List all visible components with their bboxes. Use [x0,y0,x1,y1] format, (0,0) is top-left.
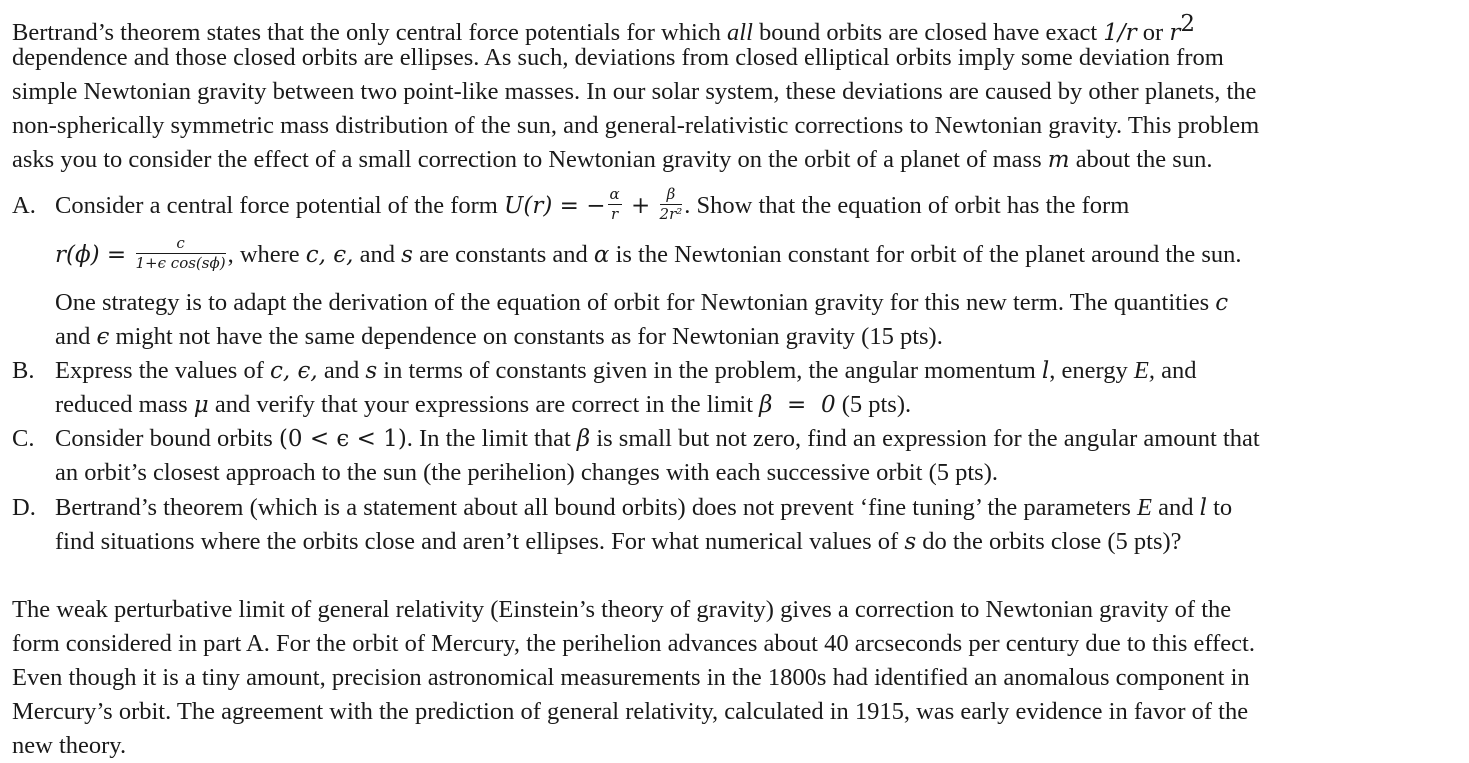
math-mass: m [1047,147,1070,173]
math-epsilon-range: (0 < ϵ < 1) [278,426,407,452]
math-energy: E [1137,494,1152,521]
part-a-line-2 [55,233,1242,272]
math-s: s [401,242,413,268]
frac-numerator: α [609,184,620,203]
part-d-text: and [1151,494,1200,521]
part-c-text: . In the limit that [406,425,577,452]
part-d-label: D. [12,494,36,521]
frac-denominator: 1+ϵ cos(sϕ) [135,253,226,272]
math-angular-momentum: l [1199,495,1207,521]
math-inverse-r: 1/r [1103,20,1137,47]
intro-line-2 [12,41,1224,75]
math-orbit-equation: r(ϕ) = [55,242,134,268]
math-beta-zero: β = 0 [759,392,836,418]
math-r: r [1169,20,1181,47]
intro-text: simple Newtonian gravity between two point-like masses. In our solar system, these deviations are caused by other planets, the [12,78,1257,105]
part-a-text: Consider a central force potential of the form [55,192,504,219]
math-alpha: α [593,242,610,268]
math-epsilon: ϵ [96,324,110,350]
intro-line-4 [12,109,1259,143]
part-b-label: B. [12,357,35,384]
emphasis-all: all [727,19,753,47]
closing-text: form considered in part A. For the orbit of Mercury, the perihelion advances about 40 arcseconds per century due to this effect. [12,630,1255,657]
intro-text: Bertrand’s theorem states that the only central force potentials for which [12,19,728,47]
closing-line-4 [12,695,1248,729]
intro-text: asks you to consider the effect of a small correction to Newtonian gravity on the orbit of a planet of mass [12,146,1048,173]
part-b-text: reduced mass [55,391,194,418]
part-b-text: Express the values of [55,357,270,384]
part-b-text: (5 pts). [835,391,912,418]
frac-numerator: c [136,236,226,254]
math-c: c [1215,290,1229,316]
intro-line-1 [12,7,1195,47]
part-c-text: is small but not zero, find an expression for the angular amount that [590,425,1260,452]
part-b-text: and [1154,357,1197,384]
math-reduced-mass: μ [193,392,209,418]
part-d-text: do the orbits close (5 pts)? [916,528,1182,555]
part-a-text: and [55,323,97,350]
part-a-line-3 [55,286,1228,320]
part-a-text: is the Newtonian constant for orbit of the planet around the sun. [609,241,1242,268]
part-d-text: Bertrand’s theorem (which is a statement about all bound orbits) does not prevent ‘fine tuning’ the parameters [55,494,1137,521]
part-a-text: and [353,241,402,268]
closing-text: new theory. [12,732,127,759]
math-potential: U(r) = − [504,193,606,219]
part-c-text: Consider bound orbits [55,425,279,452]
intro-line-5 [12,143,1212,177]
closing-line-2 [12,627,1255,661]
frac-denominator: 2r² [659,204,683,223]
intro-text: about the sun. [1069,146,1213,173]
part-a-text: where [233,241,306,268]
math-plus: + [623,193,658,219]
intro-text: bound orbits are closed have exact [752,19,1104,47]
closing-text: Mercury’s orbit. The agreement with the prediction of general relativity, calculated in 1915, was early evidence in favor of the [12,698,1249,725]
part-d-text: find situations where the orbits close and aren’t ellipses. For what numerical values of [55,528,905,555]
part-a-text: are constants and [412,241,594,268]
part-d-text: to [1206,494,1233,521]
part-d-line-1 [55,491,1232,525]
part-a-label: A. [12,192,36,219]
part-c-label: C. [12,425,35,452]
part-a-line-4 [55,320,943,354]
intro-line-3 [12,75,1256,109]
intro-text: or [1136,19,1170,47]
part-b-text: and verify that your expressions are correct in the limit [208,391,760,418]
closing-line-3 [12,661,1250,695]
part-c-line-2 [55,456,998,490]
part-a-text: One strategy is to adapt the derivation of the equation of orbit for Newtonian gravity for this new term. The quantities [55,289,1216,316]
part-c-line-1 [55,422,1260,456]
math-fraction-orbit [135,233,226,272]
part-b-line-2 [55,388,911,422]
math-fraction-beta [659,184,683,223]
math-angular-momentum: l [1041,358,1050,384]
part-b-text: in terms of constants given in the problem, the angular momentum [377,357,1042,384]
closing-text: The weak perturbative limit of general relativity (Einstein’s theory of gravity) gives a correction to Newtonian gravity of the [12,596,1232,623]
math-s: s [904,529,917,555]
math-exponent: 2 [1180,11,1195,37]
closing-line-5 [12,729,126,763]
math-beta: β [576,426,591,452]
closing-line-1 [12,593,1231,627]
frac-numerator: β [660,187,683,205]
part-c-text: an orbit’s closest approach to the sun (the perihelion) changes with each successive orbit (5 pts). [55,459,998,486]
math-fraction-alpha-r [608,184,622,223]
part-a-line-1 [55,184,1130,223]
part-a-text: , [227,241,234,268]
math-energy: E, [1133,357,1155,384]
part-b-text: and [317,357,366,384]
part-b-text: , energy [1049,357,1134,384]
part-a-text: might not have the same dependence on constants as for Newtonian gravity (15 pts). [109,323,943,350]
frac-denominator: r [610,204,619,223]
math-constants: c, ϵ, [270,358,318,384]
part-a-text: . Show that the equation of orbit has the form [684,192,1130,219]
closing-text: Even though it is a tiny amount, precision astronomical measurements in the 1800s had identified an anomalous component in [12,664,1250,691]
math-s: s [365,358,378,384]
part-b-line-1 [55,354,1196,388]
intro-text: dependence and those closed orbits are ellipses. As such, deviations from closed elliptical orbits imply some deviation from [12,44,1224,71]
intro-text: non-spherically symmetric mass distribution of the sun, and general-relativistic corrections to Newtonian gravity. This problem [12,112,1260,139]
part-d-line-2 [55,525,1182,559]
math-constants: c, ϵ, [305,242,354,268]
